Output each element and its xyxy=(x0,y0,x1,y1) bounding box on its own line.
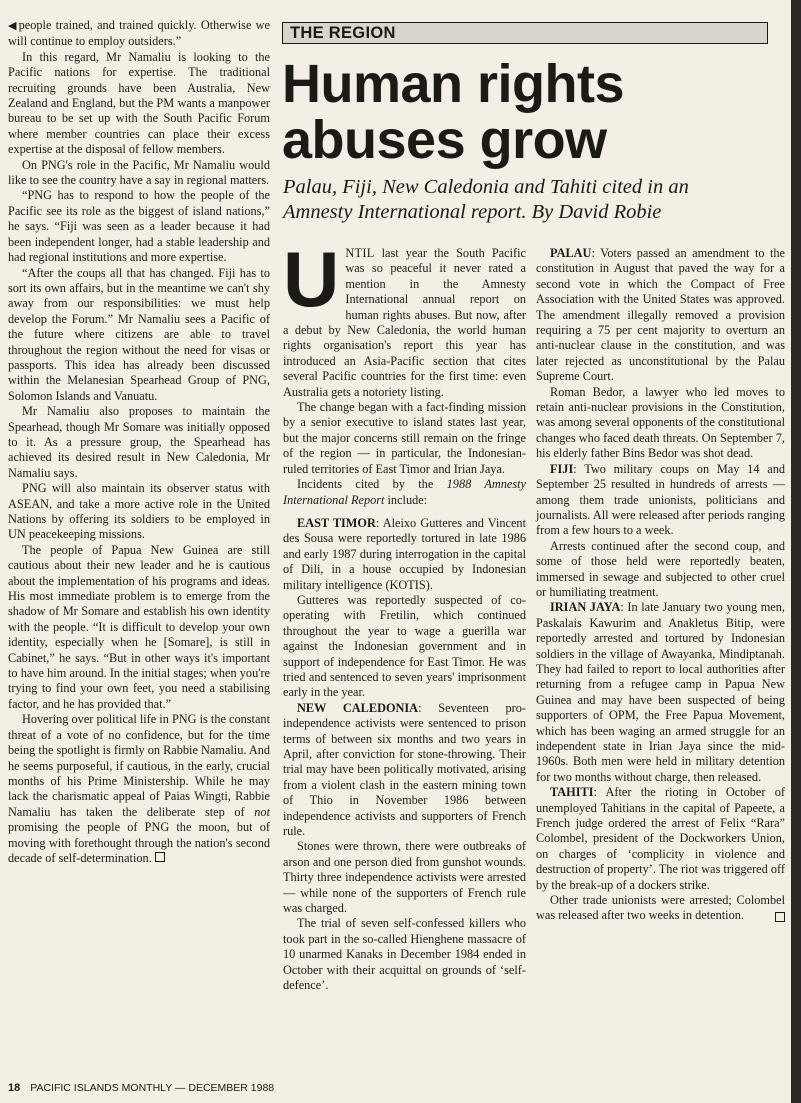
middle-column xyxy=(283,235,527,994)
left-paragraph-final: Hovering over political life in PNG is the constant threat of a vote of no confidence, but for the time being the spotlight is firmly on Rabbie Namaliu. And he seems purposeful, if cautious, in the early, crucial months of his Prime Ministership. While he may lack the charismatic appeal of Paias Wingti, Rabbie Namaliu has taken the deliberate step of not promising the people of PNG the moon, but of moving with forethought through the nation's second decade of self-determination. xyxy=(8,712,270,865)
east-timor-paragraph: EAST TIMOR: Aleixo Gutteres and Vincent des Sousa were reportedly tortured in late 1986 and early 1987 during interrogation in the capital of Dili, in a house occupied by Indonesian military intelligence (KOTIS). xyxy=(283,515,526,592)
end-of-story-icon xyxy=(775,912,785,922)
body-paragraph: Stones were thrown, there were outbreaks of arson and one person died from gunshot wounds. Thirty three independence activists were arrested — while none of the supporters of French rule was charged. xyxy=(283,839,526,916)
body-paragraph: Roman Bedor, a lawyer who led moves to retain anti-nuclear provisions in the Constitution, was among several opponents of the constitutional changes who faced death threats. On September 7, his elderly father Bins Bedor was shot dead. xyxy=(536,384,785,461)
body-paragraph: Incidents cited by the 1988 Amnesty International Report include: xyxy=(283,477,527,507)
drop-cap: U xyxy=(283,235,340,323)
body-paragraph: Other trade unionists were arrested; Colombel was released after two weeks in detention. xyxy=(536,893,785,923)
left-paragraph: In this regard, Mr Namaliu is looking to the Pacific nations for expertise. The traditional recruiting grounds have been Australia, New Zealand and England, but the PM wants a manpower bureau to be set up with the South Pacific Forum where member countries can place their excess expertise at the disposal of fellow members. xyxy=(8,49,270,157)
opening-paragraph: UNTIL last year the South Pacific was so peaceful it never rated a mention in the Amnesty International annual report on human rights abuses. But now, after a debut by New Caledonia, the world human rights organisation's report this year has introduced an Asia-Pacific section that cites several Pacific countries for the first time: even Australia gets a notoriety listing. xyxy=(283,235,526,399)
left-paragraph: Mr Namaliu also proposes to maintain the Spearhead, though Mr Somare was initially opposed to it. As a pressure group, the Spearhead has achieved its desired result in New Caledonia, Mr Namaliu says. xyxy=(8,404,270,480)
end-of-story-icon xyxy=(155,852,165,862)
left-paragraph: On PNG's role in the Pacific, Mr Namaliu would like to see the country have a say in regional matters. xyxy=(8,157,270,188)
body-paragraph: Arrests continued after the second coup, and some of those held were reportedly beaten, immersed in sewage and subjected to other cruel or humiliating treatment. xyxy=(536,538,785,599)
section-label: THE REGION xyxy=(282,22,768,44)
tahiti-paragraph: TAHITI: After the rioting in October of unemployed Tahitians in the capital of Papeete, a French judge ordered the arrest of Felix “Rara” Colombel, president of the Dockworkers Union, on charges of ‘complicity in violence and destruction of property’. The riot was triggered off by the break-up of a dockers strike. xyxy=(536,785,785,892)
left-paragraph: “PNG has to respond to how the people of the Pacific see its role as the biggest of island nations,” he says. “Fiji was seen as a leader because it had been independent longer, had a stable leadership and had regional institutions and more expertise. xyxy=(8,188,270,265)
irian-jaya-paragraph: IRIAN JAYA: In late January two young men, Paskalais Kawurim and Anakletus Bitip, were reportedly arrested and tortured by Indonesian soldiers in the village of Awayanka, Mindiptanah. They had failed to report to local authorities after returning from a refugee camp in Papua New Guinea and may have been suspected of being supporters of OPM, the Free Papua Movement, which has been waging an armed struggle for an independent state in Irian Jaya since the mid-1960s. Both men were held in military detention for two months without charge, then released. xyxy=(536,600,785,784)
standfirst: Palau, Fiji, New Caledonia and Tahiti cited in an Amnesty International report. By David Robie xyxy=(283,176,689,223)
left-paragraph: PNG will also maintain its observer status with ASEAN, and take a more active role in the United Nations by offering its soldiers to be employed in UN peacekeeping missions. xyxy=(8,481,270,542)
left-paragraph: “After the coups all that has changed. Fiji has to sort its own affairs, but in the meantime we can't shy away from our responsibilities: we must help develop the Forum.” Mr Namaliu sees a Pacific of the future where citizens are able to travel throughout the region without the need for visas or passports. This idea has already been discussed within the Melanesian Spearhead Group of PNG, Solomon Islands and Vanuatu. xyxy=(8,265,270,403)
right-column xyxy=(536,246,785,924)
body-paragraph: Gutteres was reportedly suspected of co-operating with Fretilin, which continued throughout the year to wage a guerilla war against the Indonesian government and in support of independence for East Timor. He was tried and sentenced to seven years' imprisonment early in the year. xyxy=(283,592,526,700)
left-paragraph: ◀people trained, and trained quickly. Otherwise we will continue to employ outsiders.” xyxy=(8,18,270,49)
left-column xyxy=(8,18,270,866)
page-footer xyxy=(8,1082,508,1094)
headline: Human rights abuses grow xyxy=(282,54,625,170)
palau-paragraph: PALAU: Voters passed an amendment to the constitution in August that paved the way for a second vote in which the Compact of Free Association with the United States was approved. The amendment illegally removed a provision requiring a 75 per cent majority to overturn an anti-nuclear clause in the constitution, and was later rejected as unconstitutional by the Palau Supreme Court. xyxy=(536,246,785,384)
page-number: 18 xyxy=(8,1082,21,1094)
left-paragraph: The people of Papua New Guinea are still cautious about their new leader and he is cautious about the implementation of his programs and ideas. His most immediate problem is to emerge from the shadow of Mr Somare and establish his own identity with the people. “It is difficult to develop your own identity, especially when he [Somare], is still in Cabinet,” he says. “But in other ways it's important to have him around. In the initial stages; when you're trying to find your own feet, you need a stabilising factor, and he has provided that.” xyxy=(8,542,270,711)
new-caledonia-paragraph: NEW CALEDONIA: Seventeen pro-independence activists were sentenced to prison terms of between six months and two years in April, after conviction for stone-throwing. Their trial may have been politically motivated, arising from a violent clash in the eastern mining town of Thio in November 1986 between independence activists and supporters of French rule. xyxy=(283,700,526,839)
body-paragraph: The change began with a fact-finding mission by a senior executive to island states last year, but the major concerns still remain on the fringe of the region — in particular, the Indonesian-ruled territories of East Timor and Irian Jaya. xyxy=(283,400,526,476)
body-paragraph: The trial of seven self-confessed killers who took part in the so-called Hienghene massacre of 10 unarmed Kanaks in December 1984 ended in October with their acquittal on grounds of ‘self-defence’. xyxy=(283,916,526,993)
fiji-paragraph: FIJI: Two military coups on May 14 and September 25 resulted in hundreds of arrests — among them trade unionists, politicians and journalists. All were released after periods ranging from a few hours to a week. xyxy=(536,461,785,538)
continuation-arrow-icon: ◀ xyxy=(8,20,18,32)
page-edge xyxy=(791,0,801,1103)
publication-line: PACIFIC ISLANDS MONTHLY — DECEMBER 1988 xyxy=(30,1082,275,1094)
